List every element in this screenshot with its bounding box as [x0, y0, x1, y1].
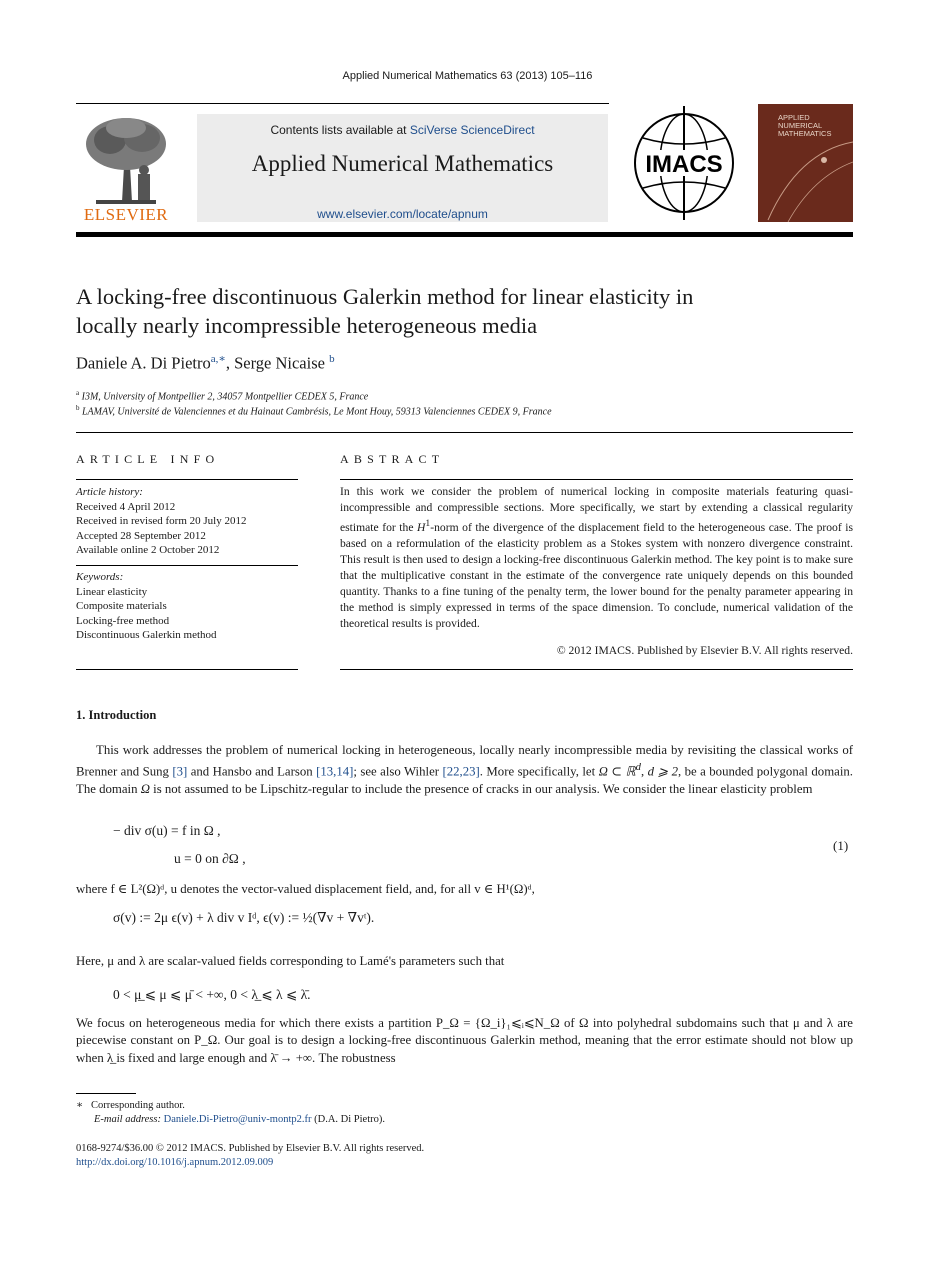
imacs-globe-logo [631, 104, 737, 222]
abstract-text-before: In this work we consider the problem of numerical locking in composite materials featuring quasi-incompressible and compressible sections. More specifically, we start by extending a classical regularity estimate for the [340, 485, 853, 534]
contents-prefix: Contents lists available at [270, 123, 410, 137]
author-1: Daniele A. Di Pietro [76, 353, 211, 373]
keyword-item: Composite materials [76, 600, 167, 612]
article-info-rule [76, 479, 298, 480]
affiliation-a [76, 389, 368, 402]
inline-math: d ⩾ 2 [647, 764, 678, 779]
history-revised: Received in revised form 20 July 2012 [76, 515, 247, 527]
keyword-item: Locking-free method [76, 614, 170, 627]
email-link[interactable]: Daniele.Di-Pietro@univ-montp2.fr [163, 1114, 312, 1125]
title-line-2: locally nearly incompressible heterogeneous media [76, 313, 538, 338]
elsevier-wordmark: ELSEVIER [83, 205, 169, 224]
inline-math: Ω [140, 782, 150, 797]
journal-name: Applied Numerical Mathematics [251, 151, 554, 176]
history-online: Available online 2 October 2012 [76, 544, 220, 556]
inline-math-sup: d [635, 762, 641, 774]
article-history [76, 485, 298, 558]
keywords-rule [76, 565, 298, 566]
sciencedirect-link[interactable]: SciVerse ScienceDirect [409, 123, 535, 137]
keyword-item: Linear elasticity [76, 585, 148, 598]
abstract-text [340, 484, 853, 632]
citation-link[interactable]: [13,14] [316, 764, 354, 779]
header-rule [76, 103, 609, 104]
title-line-1: A locking-free discontinuous Galerkin method for linear elasticity in [76, 284, 694, 309]
footnote-rule [76, 1093, 136, 1094]
where-sentence: where f ∈ L²(Ω)ᵈ, u denotes the vector-valued displacement field, and, for all v ∈ H¹(Ω)ᵈ, [76, 882, 535, 896]
journal-banner [197, 114, 608, 222]
history-label: Article history: [76, 486, 143, 498]
issn-copyright-line: 0168-9274/$36.00 © 2012 IMACS. Published by Elsevier B.V. All rights reserved. [76, 1143, 425, 1154]
footnote-mark: ∗ [76, 1100, 84, 1111]
stress-strain-equation: σ(v) := 2μ ϵ(v) + λ div v Iᵈ, ϵ(v) := ½(∇v + ∇vᵗ). [113, 910, 375, 925]
affiliation-a-text: I3M, University of Montpellier 2, 34057 Montpellier CEDEX 5, France [81, 391, 369, 403]
affiliation-a-mark: a [76, 389, 80, 397]
text-run: and Hansbo and Larson [187, 764, 317, 779]
abstract-math-h: H [417, 520, 426, 534]
affiliation-b-text: LAMAV, Université de Valenciennes et du Hainaut Cambrésis, Le Mont Houy, 59313 Valenciennes CEDEX 9, France [82, 406, 552, 418]
keyword-item: Discontinuous Galerkin method [76, 629, 217, 641]
imacs-logo-text: IMACS [645, 151, 723, 178]
article-info-end-rule [76, 669, 298, 670]
author-list [76, 352, 335, 374]
email-label: E-mail address: [94, 1114, 164, 1125]
abstract-rule [340, 479, 853, 480]
inline-math: Ω ⊂ ℝ [598, 764, 636, 779]
equation-1-number: (1) [833, 838, 849, 853]
footnote-email [94, 1114, 385, 1125]
keywords [76, 570, 298, 643]
text-run: , be a bounded polygonal domain. The domain [76, 764, 853, 797]
email-suffix: (D.A. Di Pietro). [311, 1114, 385, 1125]
text-run: is not assumed to be Lipschitz-regular to include the presence of cracks in our analysis. We consider the linear elasticity problem [149, 782, 813, 797]
journal-url-link[interactable]: www.elsevier.com/locate/apnum [317, 207, 488, 221]
author-1-marks[interactable]: a,∗ [210, 353, 226, 365]
equation-1-line-2: u = 0 on ∂Ω , [174, 851, 246, 866]
journal-cover [758, 104, 853, 222]
text-run: This work addresses the problem of numerical locking in heterogeneous, locally nearly incompressible media by revisiting the classical works of Brenner and Sung [76, 743, 853, 779]
citation-link[interactable]: [3] [172, 764, 188, 779]
intro-paragraph-1 [76, 742, 853, 798]
text-run: . More specifically, let [479, 764, 599, 779]
abstract-math-sup: 1 [425, 518, 431, 529]
cover-title: APPLIED NUMERICAL MATHEMATICS [778, 113, 832, 138]
journal-reference: Applied Numerical Mathematics 63 (2013) 105–116 [342, 70, 593, 82]
author-separator: , [225, 353, 235, 373]
doi-link[interactable]: http://dx.doi.org/10.1016/j.apnum.2012.09.009 [76, 1157, 274, 1168]
author-2-marks[interactable]: b [329, 353, 335, 365]
section-heading-introduction: 1. Introduction [76, 708, 157, 722]
article-info-heading: ARTICLE INFO [76, 452, 220, 466]
footnote-corresponding [76, 1099, 185, 1111]
parameter-bounds-equation: 0 < μ̲ ⩽ μ ⩽ μ̄ < +∞, 0 < λ̲ ⩽ λ ⩽ λ̄. [113, 987, 311, 1002]
text-run: , [640, 764, 648, 779]
abstract-heading: ABSTRACT [340, 452, 445, 466]
keywords-label: Keywords: [76, 571, 124, 583]
contents-line [197, 123, 608, 137]
abstract-copyright: © 2012 IMACS. Published by Elsevier B.V. All rights reserved. [556, 644, 853, 657]
affiliation-b-mark: b [76, 404, 80, 412]
equation-1-line-1: − div σ(u) = f in Ω , [113, 823, 221, 838]
text-run: ; see also Wihler [353, 764, 443, 779]
history-accepted: Accepted 28 September 2012 [76, 529, 206, 542]
history-received: Received 4 April 2012 [76, 500, 176, 513]
lame-sentence: Here, μ and λ are scalar-valued fields corresponding to Lamé's parameters such that [76, 954, 505, 968]
header-thick-rule [76, 232, 853, 237]
abstract-end-rule [340, 669, 853, 670]
intro-paragraph-2: We focus on heterogeneous media for which there exists a partition P_Ω = {Ω_i}₁⩽ᵢ⩽N_Ω of Ω into polyhedral subdomains such that μ and λ are piecewise constant on P_Ω. Our goal is to design a locking-free discontinuous Galerkin method, meaning that the error estimate should not blow up when λ̲ is fixed and large enough and λ̄ → +∞. The robustness [76, 1016, 853, 1065]
article-title [76, 282, 856, 340]
abstract-text-after: -norm of the divergence of the displacement field to the heterogeneous case. The proof is based on a reformulation of the elasticity problem as a Stokes system with nonzero divergence constraint. This result is then used to design a locking-free discontinuous Galerkin method. The key point is to make sure that the multiplicative constant in the estimate of the convergence rate uniquely depends on this bounded quantity. Thanks to a fine tuning of the penalty term, the lower bound for the penalty parameter appearing in the method is simply expressed in terms of the space dimension. To conclude, numerical validation of the theoretical results is provided. [340, 520, 853, 630]
footnote-text: Corresponding author. [91, 1100, 185, 1111]
author-2: Serge Nicaise [234, 353, 325, 373]
affiliation-b [76, 404, 552, 417]
citation-link[interactable]: [22,23] [442, 764, 480, 779]
affiliation-rule [76, 432, 853, 433]
